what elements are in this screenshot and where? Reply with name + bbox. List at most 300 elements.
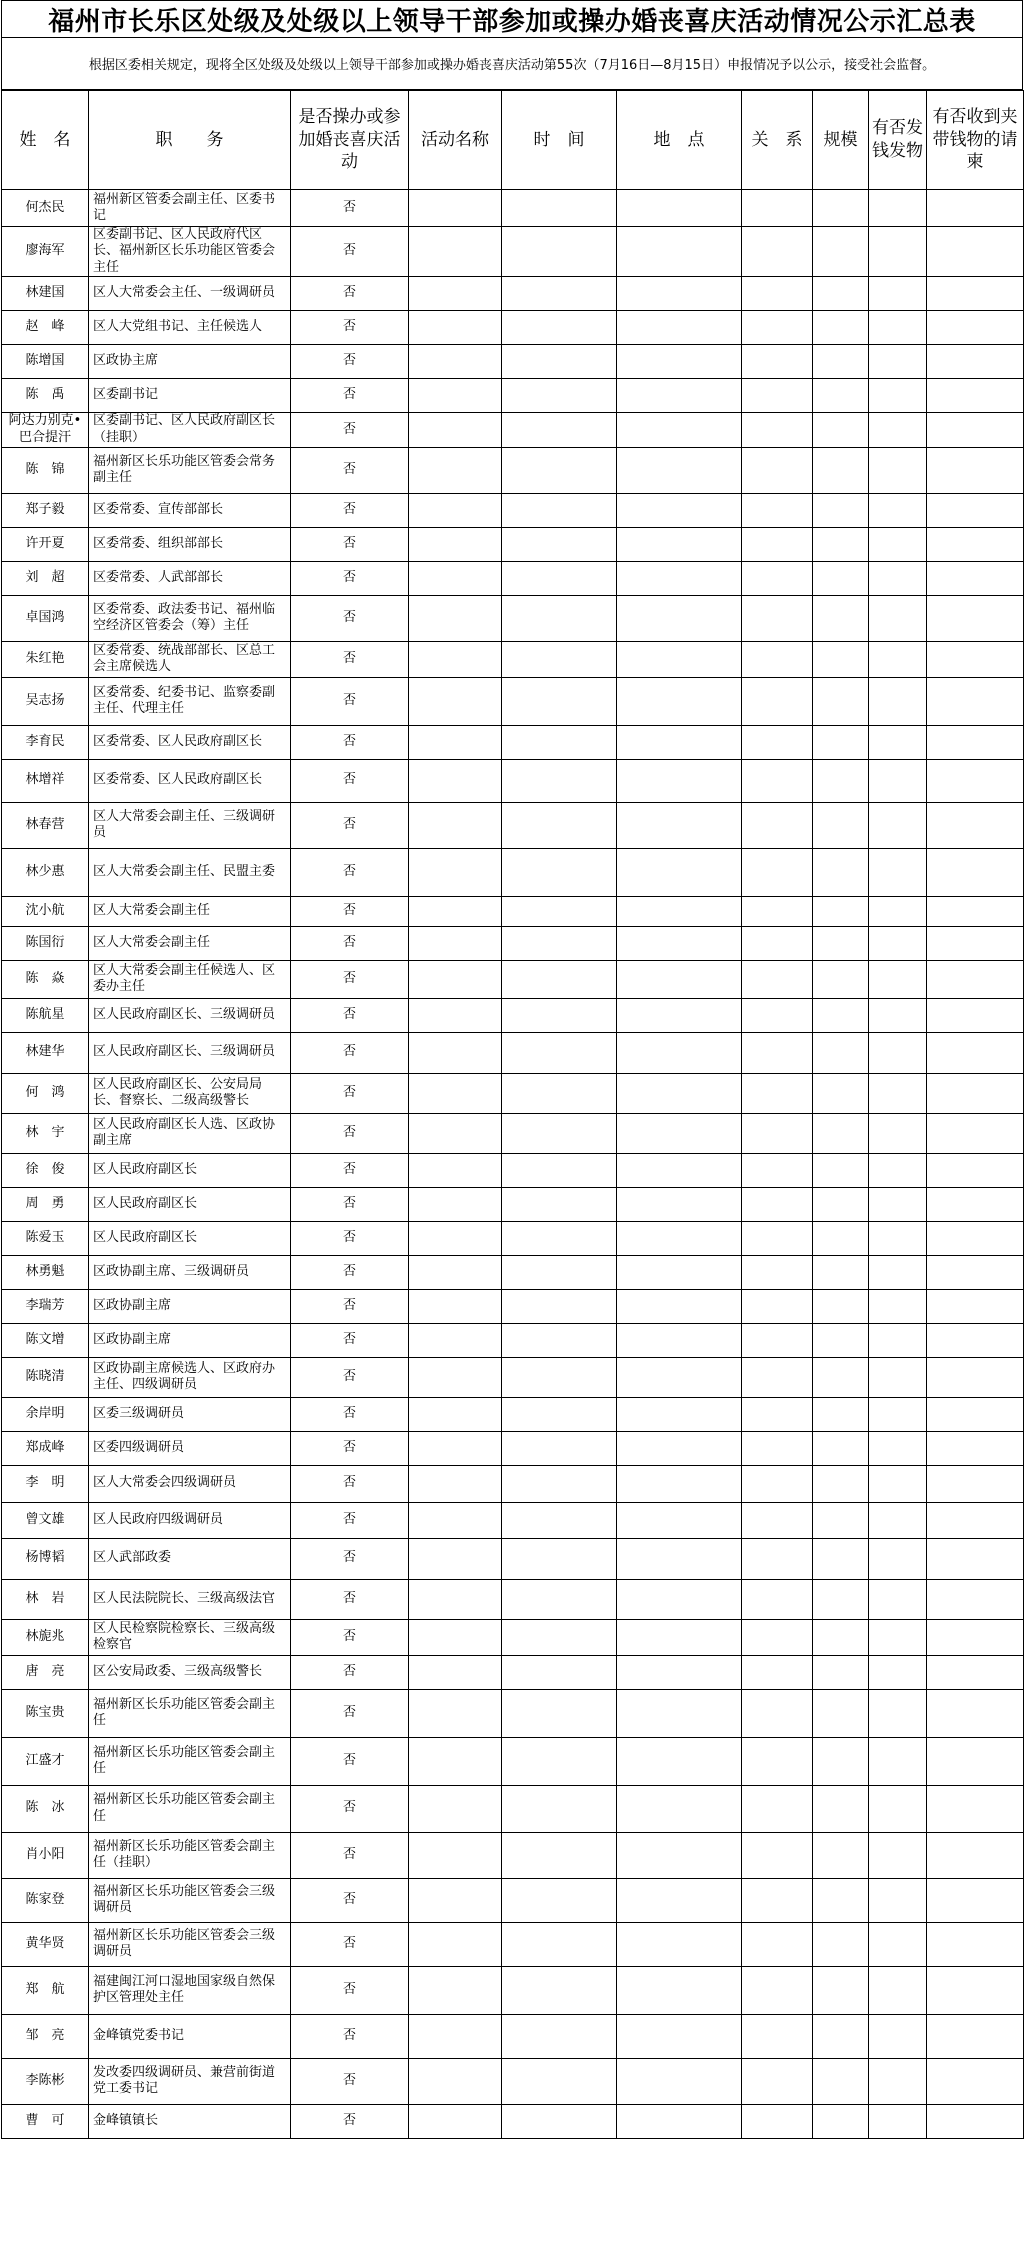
cell-relationship [742, 677, 813, 725]
cell-participated: 否 [291, 227, 409, 277]
table-row [2, 1832, 1024, 1878]
cell-invitation-money [927, 1878, 1024, 1922]
cell-invitation-money [927, 344, 1024, 378]
cell-participated: 否 [291, 190, 409, 227]
cell-scale [813, 641, 869, 677]
cell-invitation-money [927, 848, 1024, 896]
cell-time [502, 276, 617, 310]
cell-location [617, 1187, 742, 1221]
header-row [2, 91, 1024, 190]
cell-activity-name [409, 1073, 502, 1113]
cell-time [502, 2058, 617, 2104]
cell-scale [813, 412, 869, 447]
cell-position: 区委常委、区人民政府副区长 [89, 725, 291, 759]
cell-location [617, 896, 742, 926]
cell-activity-name [409, 276, 502, 310]
cell-money-gifts [869, 896, 927, 926]
cell-name: 曾文雄 [2, 1502, 89, 1538]
cell-location [617, 2058, 742, 2104]
cell-name: 唐 亮 [2, 1655, 89, 1689]
cell-money-gifts [869, 2014, 927, 2058]
cell-location [617, 1357, 742, 1397]
cell-money-gifts [869, 1032, 927, 1073]
table-row [2, 1689, 1024, 1737]
cell-scale [813, 926, 869, 960]
cell-location [617, 1323, 742, 1357]
cell-activity-name [409, 998, 502, 1032]
cell-participated: 否 [291, 998, 409, 1032]
cell-money-gifts [869, 1397, 927, 1431]
cell-position: 区人民政府副区长人选、区政协副主席 [89, 1113, 291, 1153]
cell-participated: 否 [291, 641, 409, 677]
cell-position: 区人大常委会副主任、三级调研员 [89, 802, 291, 848]
cell-money-gifts [869, 1323, 927, 1357]
cell-invitation-money [927, 960, 1024, 998]
cell-name: 林建国 [2, 276, 89, 310]
header-time: 时 间 [502, 91, 617, 190]
cell-location [617, 759, 742, 802]
cell-money-gifts [869, 1655, 927, 1689]
cell-money-gifts [869, 1073, 927, 1113]
table-row [2, 227, 1024, 277]
cell-scale [813, 1289, 869, 1323]
cell-name: 肖小阳 [2, 1832, 89, 1878]
cell-money-gifts [869, 1113, 927, 1153]
cell-position: 区委副书记、区人民政府副区长（挂职） [89, 412, 291, 447]
header-scale: 规模 [813, 91, 869, 190]
cell-participated: 否 [291, 1619, 409, 1655]
cell-money-gifts [869, 960, 927, 998]
cell-relationship [742, 1737, 813, 1785]
table-row [2, 1221, 1024, 1255]
table-row [2, 1113, 1024, 1153]
cell-position: 福州新区长乐功能区管委会副主任 [89, 1689, 291, 1737]
cell-position: 区委三级调研员 [89, 1397, 291, 1431]
cell-participated: 否 [291, 1966, 409, 2014]
cell-activity-name [409, 759, 502, 802]
cell-name: 陈晓清 [2, 1357, 89, 1397]
cell-relationship [742, 1431, 813, 1465]
cell-name: 吴志扬 [2, 677, 89, 725]
cell-scale [813, 960, 869, 998]
cell-activity-name [409, 310, 502, 344]
cell-participated: 否 [291, 561, 409, 595]
cell-money-gifts [869, 1357, 927, 1397]
cell-participated: 否 [291, 1502, 409, 1538]
cell-participated: 否 [291, 1255, 409, 1289]
cell-relationship [742, 412, 813, 447]
cell-money-gifts [869, 2058, 927, 2104]
cell-invitation-money [927, 561, 1024, 595]
cell-relationship [742, 1538, 813, 1579]
table-row [2, 2058, 1024, 2104]
cell-money-gifts [869, 310, 927, 344]
cell-money-gifts [869, 1465, 927, 1502]
cell-location [617, 725, 742, 759]
cell-participated: 否 [291, 1785, 409, 1832]
cell-scale [813, 2058, 869, 2104]
cell-invitation-money [927, 595, 1024, 641]
cell-money-gifts [869, 1619, 927, 1655]
cell-location [617, 276, 742, 310]
cell-activity-name [409, 2058, 502, 2104]
cell-position: 区人民政府副区长、公安局局长、督察长、二级高级警长 [89, 1073, 291, 1113]
cell-relationship [742, 2104, 813, 2138]
cell-location [617, 227, 742, 277]
cell-activity-name [409, 1032, 502, 1073]
cell-relationship [742, 493, 813, 527]
cell-position: 福州新区长乐功能区管委会三级调研员 [89, 1878, 291, 1922]
cell-scale [813, 1431, 869, 1465]
table-row [2, 641, 1024, 677]
cell-relationship [742, 1579, 813, 1619]
cell-money-gifts [869, 1785, 927, 1832]
cell-invitation-money [927, 1289, 1024, 1323]
cell-time [502, 1689, 617, 1737]
cell-invitation-money [927, 802, 1024, 848]
cell-time [502, 1922, 617, 1966]
cell-participated: 否 [291, 1323, 409, 1357]
table-row [2, 848, 1024, 896]
cell-name: 刘 超 [2, 561, 89, 595]
cell-name: 陈航星 [2, 998, 89, 1032]
cell-participated: 否 [291, 848, 409, 896]
cell-activity-name [409, 1255, 502, 1289]
cell-position: 区委副书记 [89, 378, 291, 412]
table-row [2, 1187, 1024, 1221]
cell-location [617, 1073, 742, 1113]
cell-location [617, 926, 742, 960]
cell-time [502, 1579, 617, 1619]
cell-invitation-money [927, 493, 1024, 527]
cell-position: 区政协副主席候选人、区政府办主任、四级调研员 [89, 1357, 291, 1397]
cell-time [502, 227, 617, 277]
cell-name: 徐 俊 [2, 1153, 89, 1187]
cell-time [502, 1832, 617, 1878]
table-row [2, 561, 1024, 595]
cell-position: 区委常委、宣传部部长 [89, 493, 291, 527]
cell-scale [813, 1357, 869, 1397]
cell-location [617, 561, 742, 595]
cell-relationship [742, 998, 813, 1032]
cell-scale [813, 2104, 869, 2138]
cell-time [502, 447, 617, 493]
cell-time [502, 1153, 617, 1187]
cell-time [502, 1878, 617, 1922]
cell-name: 廖海军 [2, 227, 89, 277]
cell-participated: 否 [291, 1832, 409, 1878]
table-row [2, 2014, 1024, 2058]
table-row [2, 595, 1024, 641]
cell-time [502, 561, 617, 595]
cell-time [502, 1289, 617, 1323]
cell-participated: 否 [291, 1538, 409, 1579]
cell-scale [813, 227, 869, 277]
cell-money-gifts [869, 1832, 927, 1878]
cell-activity-name [409, 1655, 502, 1689]
table-row [2, 1323, 1024, 1357]
cell-location [617, 344, 742, 378]
cell-name: 陈爱玉 [2, 1221, 89, 1255]
table-row [2, 960, 1024, 998]
cell-invitation-money [927, 412, 1024, 447]
table-row [2, 1619, 1024, 1655]
cell-scale [813, 677, 869, 725]
table-row [2, 998, 1024, 1032]
cell-location [617, 1221, 742, 1255]
cell-name: 余岸明 [2, 1397, 89, 1431]
cell-name: 李育民 [2, 725, 89, 759]
cell-money-gifts [869, 190, 927, 227]
cell-name: 卓国鸿 [2, 595, 89, 641]
cell-money-gifts [869, 641, 927, 677]
cell-position: 区人民政府四级调研员 [89, 1502, 291, 1538]
cell-scale [813, 998, 869, 1032]
cell-invitation-money [927, 310, 1024, 344]
table-row [2, 926, 1024, 960]
cell-name: 曹 可 [2, 2104, 89, 2138]
table-row [2, 493, 1024, 527]
cell-position: 福州新区长乐功能区管委会副主任 [89, 1737, 291, 1785]
cell-money-gifts [869, 1502, 927, 1538]
cell-invitation-money [927, 1073, 1024, 1113]
table-row [2, 1966, 1024, 2014]
cell-name: 林 岩 [2, 1579, 89, 1619]
cell-relationship [742, 896, 813, 926]
cell-relationship [742, 802, 813, 848]
cell-invitation-money [927, 227, 1024, 277]
cell-location [617, 1431, 742, 1465]
cell-participated: 否 [291, 1922, 409, 1966]
cell-name: 林少惠 [2, 848, 89, 896]
cell-money-gifts [869, 493, 927, 527]
cell-scale [813, 1323, 869, 1357]
cell-time [502, 1113, 617, 1153]
cell-position: 区政协副主席 [89, 1289, 291, 1323]
header-relationship: 关 系 [742, 91, 813, 190]
cell-money-gifts [869, 527, 927, 561]
cell-money-gifts [869, 1922, 927, 1966]
cell-relationship [742, 527, 813, 561]
cell-time [502, 1255, 617, 1289]
cell-invitation-money [927, 926, 1024, 960]
cell-activity-name [409, 1397, 502, 1431]
cell-time [502, 2014, 617, 2058]
cell-participated: 否 [291, 1579, 409, 1619]
cell-money-gifts [869, 677, 927, 725]
cell-location [617, 1785, 742, 1832]
cell-location [617, 1619, 742, 1655]
cell-position: 区委四级调研员 [89, 1431, 291, 1465]
cell-location [617, 2014, 742, 2058]
cell-money-gifts [869, 276, 927, 310]
cell-relationship [742, 1357, 813, 1397]
cell-position: 区政协副主席 [89, 1323, 291, 1357]
cell-money-gifts [869, 802, 927, 848]
table-row [2, 1397, 1024, 1431]
cell-name: 林旎兆 [2, 1619, 89, 1655]
cell-position: 区委常委、人武部部长 [89, 561, 291, 595]
cell-activity-name [409, 561, 502, 595]
cell-invitation-money [927, 725, 1024, 759]
cell-activity-name [409, 493, 502, 527]
cell-location [617, 1255, 742, 1289]
table-row [2, 190, 1024, 227]
cell-activity-name [409, 190, 502, 227]
cell-invitation-money [927, 1255, 1024, 1289]
cell-name: 郑成峰 [2, 1431, 89, 1465]
cell-name: 郑 航 [2, 1966, 89, 2014]
header-position: 职 务 [89, 91, 291, 190]
cell-location [617, 1832, 742, 1878]
cell-scale [813, 1397, 869, 1431]
cell-position: 区政协副主席、三级调研员 [89, 1255, 291, 1289]
cell-relationship [742, 1255, 813, 1289]
cell-money-gifts [869, 2104, 927, 2138]
cell-scale [813, 1255, 869, 1289]
cell-time [502, 677, 617, 725]
cell-participated: 否 [291, 1113, 409, 1153]
cell-participated: 否 [291, 447, 409, 493]
table-row [2, 1655, 1024, 1689]
table-row [2, 1255, 1024, 1289]
cell-money-gifts [869, 1255, 927, 1289]
cell-time [502, 1785, 617, 1832]
cell-activity-name [409, 1689, 502, 1737]
cell-location [617, 1579, 742, 1619]
cell-position: 区人大常委会四级调研员 [89, 1465, 291, 1502]
cell-activity-name [409, 1785, 502, 1832]
cell-participated: 否 [291, 802, 409, 848]
cell-scale [813, 1832, 869, 1878]
cell-location [617, 595, 742, 641]
cell-location [617, 527, 742, 561]
cell-scale [813, 1153, 869, 1187]
table-row [2, 1922, 1024, 1966]
cell-location [617, 1289, 742, 1323]
cell-name: 杨博韬 [2, 1538, 89, 1579]
cell-name: 黄华贤 [2, 1922, 89, 1966]
header-participated: 是否操办或参加婚丧喜庆活动 [291, 91, 409, 190]
cell-activity-name [409, 1878, 502, 1922]
cell-scale [813, 1878, 869, 1922]
header-money-gifts: 有否发钱发物 [869, 91, 927, 190]
cell-activity-name [409, 1465, 502, 1502]
cell-location [617, 1655, 742, 1689]
cell-position: 福州新区长乐功能区管委会副主任 [89, 1785, 291, 1832]
cell-money-gifts [869, 1431, 927, 1465]
table-row [2, 677, 1024, 725]
page-title: 福州市长乐区处级及处级以上领导干部参加或操办婚丧喜庆活动情况公示汇总表 [1, 0, 1023, 38]
cell-time [502, 896, 617, 926]
cell-position: 福州新区长乐功能区管委会常务副主任 [89, 447, 291, 493]
table-row [2, 759, 1024, 802]
cell-invitation-money [927, 1113, 1024, 1153]
cell-scale [813, 276, 869, 310]
cell-relationship [742, 759, 813, 802]
cell-activity-name [409, 412, 502, 447]
header-name: 姓 名 [2, 91, 89, 190]
cell-participated: 否 [291, 1431, 409, 1465]
cell-relationship [742, 1655, 813, 1689]
cell-relationship [742, 310, 813, 344]
cell-participated: 否 [291, 1032, 409, 1073]
cell-activity-name [409, 1187, 502, 1221]
cell-scale [813, 1113, 869, 1153]
cell-invitation-money [927, 276, 1024, 310]
cell-activity-name [409, 896, 502, 926]
cell-participated: 否 [291, 677, 409, 725]
cell-position: 区人民政府副区长 [89, 1187, 291, 1221]
cell-relationship [742, 1966, 813, 2014]
cell-relationship [742, 378, 813, 412]
cell-time [502, 1397, 617, 1431]
cell-position: 区委常委、区人民政府副区长 [89, 759, 291, 802]
cell-activity-name [409, 848, 502, 896]
table-row [2, 1785, 1024, 1832]
cell-location [617, 960, 742, 998]
cell-invitation-money [927, 447, 1024, 493]
cell-name: 林 宇 [2, 1113, 89, 1153]
cell-time [502, 1619, 617, 1655]
cell-activity-name [409, 344, 502, 378]
cell-participated: 否 [291, 310, 409, 344]
cell-relationship [742, 1502, 813, 1538]
table-row [2, 725, 1024, 759]
cell-time [502, 1737, 617, 1785]
cell-name: 林建华 [2, 1032, 89, 1073]
cell-time [502, 1323, 617, 1357]
cell-activity-name [409, 1966, 502, 2014]
cell-relationship [742, 1922, 813, 1966]
cell-name: 赵 峰 [2, 310, 89, 344]
cell-relationship [742, 2014, 813, 2058]
cell-scale [813, 1465, 869, 1502]
cell-participated: 否 [291, 1187, 409, 1221]
cell-name: 陈 锦 [2, 447, 89, 493]
cell-location [617, 848, 742, 896]
cell-invitation-money [927, 2014, 1024, 2058]
cell-time [502, 725, 617, 759]
cell-participated: 否 [291, 344, 409, 378]
cell-relationship [742, 725, 813, 759]
cell-relationship [742, 1832, 813, 1878]
cell-location [617, 1878, 742, 1922]
cell-money-gifts [869, 1878, 927, 1922]
cell-activity-name [409, 1113, 502, 1153]
cell-activity-name [409, 1922, 502, 1966]
cell-participated: 否 [291, 1073, 409, 1113]
cell-activity-name [409, 2104, 502, 2138]
cell-scale [813, 527, 869, 561]
cell-location [617, 378, 742, 412]
cell-position: 金峰镇镇长 [89, 2104, 291, 2138]
cell-time [502, 344, 617, 378]
header-activity-name: 活动名称 [409, 91, 502, 190]
cell-scale [813, 1655, 869, 1689]
cell-participated: 否 [291, 1397, 409, 1431]
cell-scale [813, 561, 869, 595]
cell-name: 何 鸿 [2, 1073, 89, 1113]
table-row [2, 1289, 1024, 1323]
cell-position: 区委常委、统战部部长、区总工会主席候选人 [89, 641, 291, 677]
cell-participated: 否 [291, 276, 409, 310]
cell-participated: 否 [291, 527, 409, 561]
summary-sheet [1, 0, 1023, 2139]
cell-name: 许开夏 [2, 527, 89, 561]
cell-activity-name [409, 1357, 502, 1397]
cell-invitation-money [927, 1655, 1024, 1689]
